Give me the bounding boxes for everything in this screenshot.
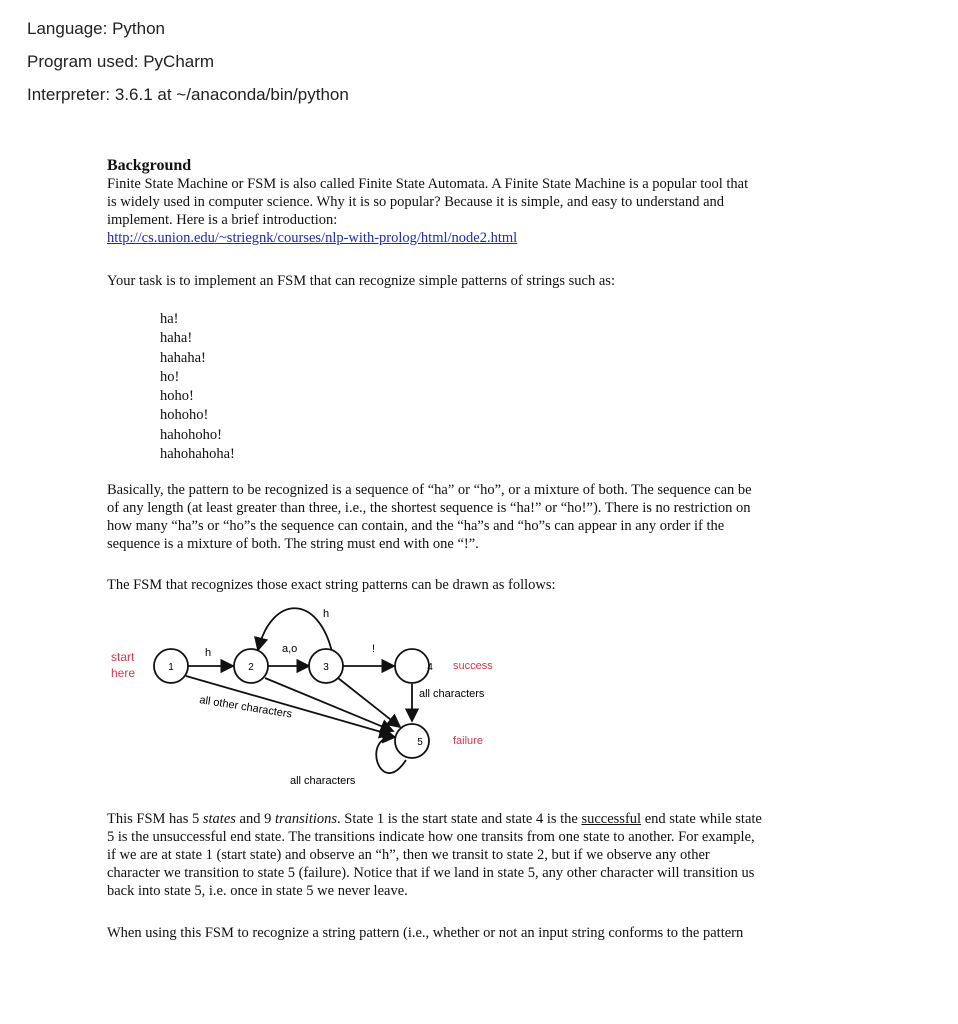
fsm-desc-line: 5 is the unsuccessful end state. The transitions indicate how one transits from one state to another. For example, [107, 829, 755, 845]
all-characters-bottom-label: all characters [290, 775, 356, 787]
example-item: hahaha! [160, 349, 206, 366]
failure-label: failure [453, 735, 483, 747]
fsm-desc-line: character we transition to state 5 (failure). Notice that if we land in state 5, any other character will transition us [107, 865, 755, 881]
interpreter-line: Interpreter: 3.6.1 at ~/anaconda/bin/python [27, 85, 349, 104]
background-text-line: implement. Here is a brief introduction: [107, 212, 338, 228]
start-label: start [111, 650, 135, 664]
background-heading: Background [107, 157, 192, 174]
fsm-intro-line: The FSM that recognizes those exact string patterns can be drawn as follows: [107, 577, 556, 593]
edge-label-h: h [205, 647, 212, 659]
when-using-line: When using this FSM to recognize a string pattern (i.e., whether or not an input string conforms to the pattern [107, 925, 744, 941]
state-4 [395, 649, 429, 683]
state-label: 4 [427, 662, 433, 673]
state-label: 1 [168, 662, 174, 673]
example-item: hahohoho! [160, 426, 223, 443]
edge-label-h-loop: h [323, 608, 330, 620]
start-label: here [111, 666, 136, 680]
all-characters-label: all characters [419, 688, 485, 700]
program-line: Program used: PyCharm [27, 52, 215, 71]
task-line: Your task is to implement an FSM that can recognize simple patterns of strings such as: [107, 273, 615, 289]
example-item: hohoho! [160, 407, 209, 424]
transitions-term: transitions [274, 811, 338, 827]
success-label: success [453, 660, 493, 672]
fsm-desc-line: back into state 5, i.e. once in state 5 we never leave. [107, 883, 408, 899]
example-item: hahohahoha! [160, 446, 235, 463]
states-term: states [202, 811, 236, 827]
edge-label-bang: ! [372, 643, 376, 655]
all-other-characters-label: all other characters [198, 694, 293, 721]
background-text-line: Finite State Machine or FSM is also called Finite State Automata. A Finite State Machine is a popular tool that [107, 176, 749, 192]
state-5 [395, 724, 429, 758]
background-text-line: is widely used in computer science. Why it is so popular? Because it is simple, and easy to understand and [107, 194, 725, 210]
example-item: haha! [160, 330, 193, 347]
state-label: 5 [417, 737, 423, 748]
fsm-desc-line: This FSM has 5 states and 9 transitions. State 1 is the start state and state 4 is the successful end state while state [107, 811, 762, 827]
edge-label-ao: a,o [282, 643, 298, 655]
basically-line: how many “ha”s or “ho”s the sequence can contain, and the “ha”s and “ho”s can appear in any order if the [107, 518, 725, 534]
state-label: 3 [323, 662, 329, 673]
fsm-desc-line: if we are at state 1 (start state) and observe an “h”, then we transit to state 2, but if we observe any other [107, 847, 710, 863]
language-line: Language: Python [27, 19, 166, 38]
example-item: hoho! [160, 388, 194, 405]
intro-link[interactable]: http://cs.union.edu/~striegnk/courses/nlp-with-prolog/html/node2.html [107, 230, 518, 246]
basically-line: of any length (at least greater than three, i.e., the shortest sequence is “ha!” or “ho!”). There is no restriction on [107, 500, 751, 516]
state-label: 2 [248, 662, 254, 673]
edge-3-5 [338, 678, 400, 727]
basically-line: Basically, the pattern to be recognized is a sequence of “ha” or “ho”, or a mixture of both. The sequence can be [107, 482, 752, 498]
fsm-description [107, 810, 867, 900]
example-item: ho! [160, 368, 180, 385]
basically-line: sequence is a mixture of both. The string must end with one “!”. [107, 536, 479, 552]
example-item: ha! [160, 311, 179, 327]
successful-term: successful [581, 811, 642, 827]
